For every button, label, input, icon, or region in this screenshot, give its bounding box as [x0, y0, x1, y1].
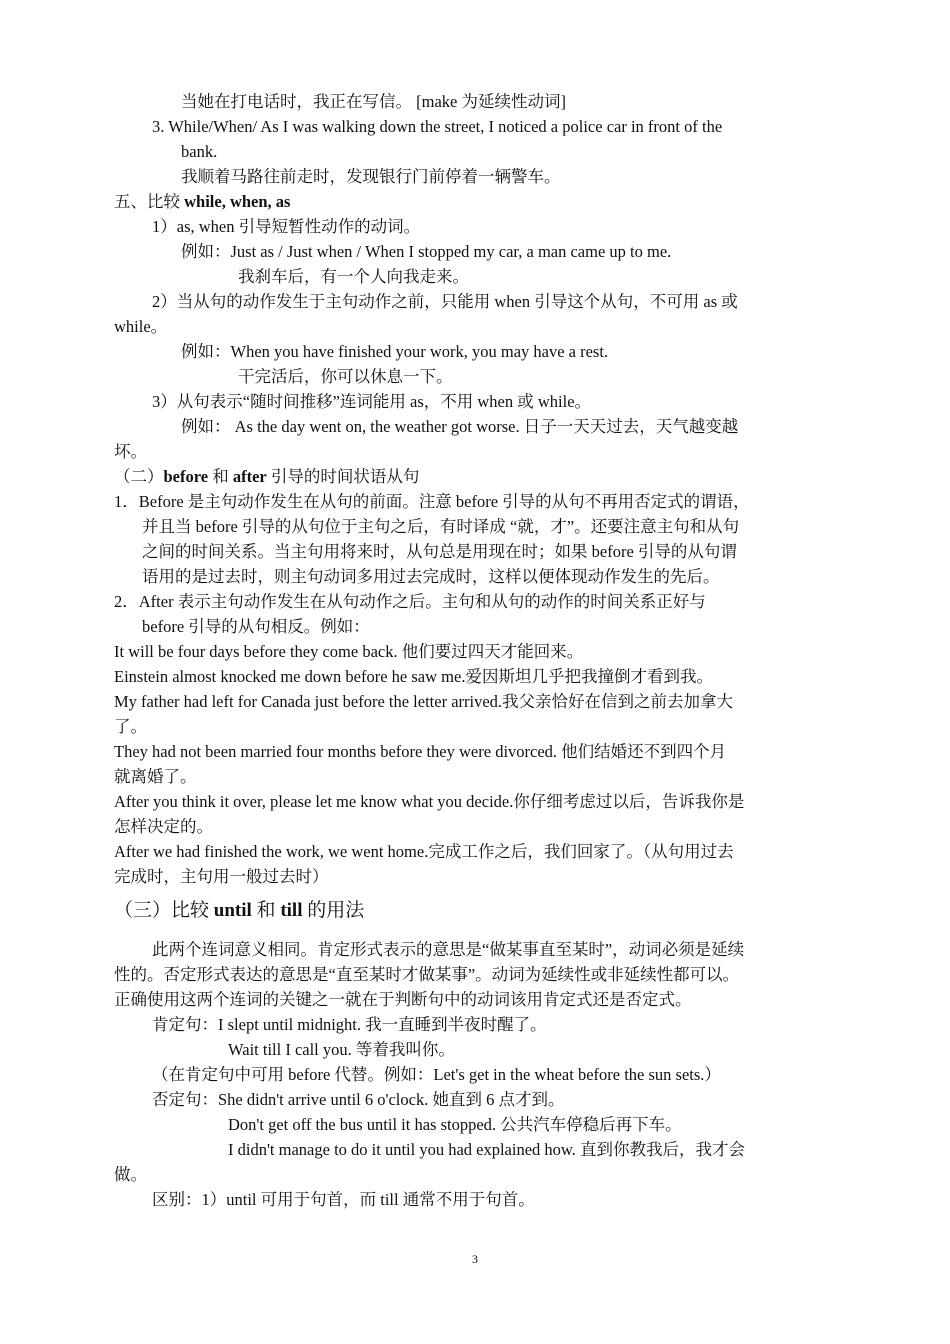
- text-line: bank.: [181, 142, 218, 161]
- text-line: After you think it over, please let me know what you decide.你仔细考虑过以后，告诉我你是: [114, 792, 745, 811]
- text-line: 3）从句表示“随时间推移”连词能用 as，不用 when 或 while。: [152, 392, 592, 411]
- text-line: My father had left for Canada just before the letter arrived.我父亲恰好在信到之前去加拿大: [114, 692, 734, 711]
- text-line: 干完活后，你可以休息一下。: [238, 367, 453, 386]
- text-line: 3. While/When/ As I was walking down the street, I noticed a police car in front of the: [152, 117, 723, 136]
- text-line: 我刹车后，有一个人向我走来。: [238, 267, 469, 286]
- text-line: 并且当 before 引导的从句位于主句之后，有时译成 “就，才”。还要注意主句和从句: [142, 517, 740, 536]
- text-line: 之间的时间关系。当主句用将来时，从句总是用现在时；如果 before 引导的从句谓: [142, 542, 737, 561]
- text-line: 性的。否定形式表达的意思是“直至某时才做某事”。动词为延续性或非延续性都可以。: [114, 965, 740, 984]
- text-line: 1．Before 是主句动作发生在从句的前面。注意 before 引导的从句不再用否定式的谓语，: [114, 492, 750, 511]
- text-line: 我顺着马路往前走时，发现银行门前停着一辆警车。: [181, 167, 561, 186]
- text-line: 否定句：She didn't arrive until 6 o'clock. 她直到 6 点才到。: [152, 1090, 565, 1109]
- text-line: I didn't manage to do it until you had explained how. 直到你教我后，我才会: [228, 1140, 746, 1159]
- text-line: 例如： As the day went on, the weather got worse. 日子一天天过去，天气越变越: [181, 417, 739, 436]
- text-line: Don't get off the bus until it has stopped. 公共汽车停稳后再下车。: [228, 1115, 682, 1134]
- text-line: 语用的是过去时，则主句动词多用过去完成时，这样以便体现动作发生的先后。: [142, 567, 720, 586]
- text-line: 1）as, when 引导短暂性动作的动词。: [152, 217, 421, 236]
- text-line: 2）当从句的动作发生于主句动作之前，只能用 when 引导这个从句，不可用 as 或: [152, 292, 738, 311]
- text-line: 怎样决定的。: [114, 817, 213, 836]
- text-line: 2．After 表示主句动作发生在从句动作之后。主句和从句的动作的时间关系正好与: [114, 592, 706, 611]
- text-line: Einstein almost knocked me down before he saw me.爱因斯坦几乎把我撞倒才看到我。: [114, 667, 713, 686]
- page-number: 3: [472, 1252, 478, 1266]
- text-line: 此两个连词意义相同。肯定形式表示的意思是“做某事直至某时”，动词必须是延续: [152, 940, 745, 959]
- section-heading: （三）比较 until 和 till 的用法: [114, 900, 365, 921]
- text-line: 完成时，主句用一般过去时）: [114, 867, 329, 886]
- text-line: Wait till I call you. 等着我叫你。: [228, 1040, 455, 1059]
- text-line: 坏。: [114, 442, 147, 461]
- text-line: （在肯定句中可用 before 代替。例如：Let's get in the wheat before the sun sets.）: [152, 1065, 721, 1084]
- text-line: 做。: [114, 1165, 147, 1184]
- section-heading: 五、比较 while, when, as: [114, 192, 291, 211]
- section-heading: （二）before 和 after 引导的时间状语从句: [114, 467, 420, 486]
- text-line: After we had finished the work, we went home.完成工作之后，我们回家了。（从句用过去: [114, 842, 734, 861]
- text-line: 正确使用这两个连词的关键之一就在于判断句中的动词该用肯定式还是否定式。: [114, 990, 692, 1009]
- text-line: while。: [114, 317, 168, 336]
- text-line: 当她在打电话时，我正在写信。 [make 为延续性动词]: [181, 92, 566, 111]
- text-line: 例如：When you have finished your work, you may have a rest.: [181, 342, 609, 361]
- text-line: 区别：1）until 可用于句首，而 till 通常不用于句首。: [152, 1190, 535, 1209]
- text-line: 就离婚了。: [114, 767, 197, 786]
- text-line: 了。: [114, 717, 147, 736]
- text-line: They had not been married four months before they were divorced. 他们结婚还不到四个月: [114, 742, 727, 761]
- text-line: 肯定句：I slept until midnight. 我一直睡到半夜时醒了。: [152, 1015, 547, 1034]
- text-line: before 引导的从句相反。例如：: [142, 617, 370, 636]
- text-line: 例如：Just as / Just when / When I stopped my car, a man came up to me.: [181, 242, 672, 261]
- text-line: It will be four days before they come back. 他们要过四天才能回来。: [114, 642, 584, 661]
